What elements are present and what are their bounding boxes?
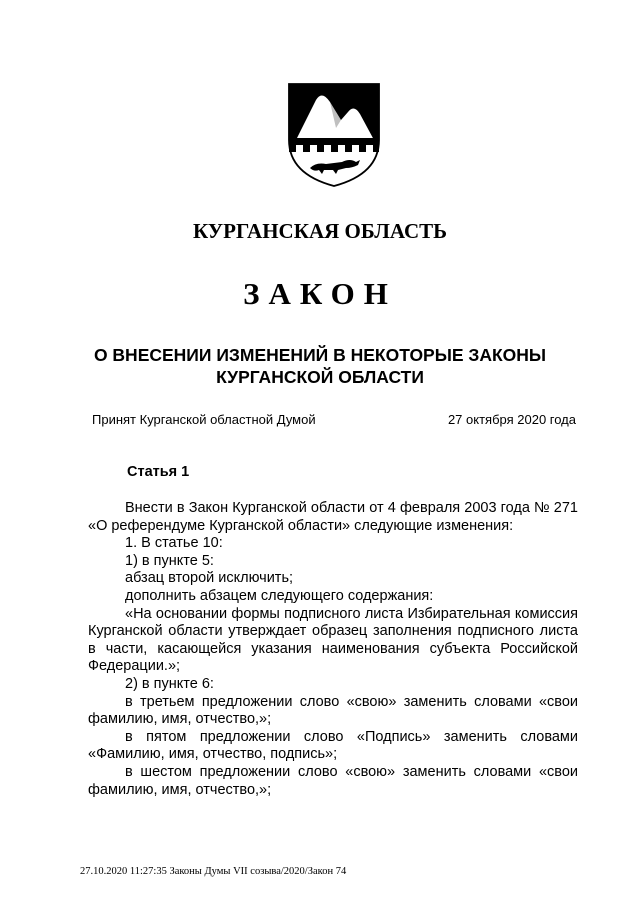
paragraph: 2) в пункте 6: [125, 675, 214, 692]
subtitle-line: КУРГАНСКОЙ ОБЛАСТИ [216, 367, 424, 387]
paragraph: дополнить абзацем следующего содержания: [125, 587, 434, 604]
adoption-info [92, 412, 576, 427]
paragraph: в третьем предложении слово «свою» заменить словами «свои фамилию, имя, отчество,»; [88, 693, 578, 728]
paragraph: «На основании формы подписного листа Избирательная комиссия Курганской области утверждает образец заполнения подписного листа в части, касающейся указания наименования субъекта Российской Федерации.»; [88, 605, 578, 675]
paragraph: Внести в Закон Курганской области от 4 февраля 2003 года № 271 «О референдуме Курганской области» следующие изменения: [88, 500, 578, 534]
paragraph: в пятом предложении слово «Подпись» заменить словами «Фамилию, имя, отчество, подпись»; [88, 728, 578, 763]
coat-of-arms-icon [286, 82, 382, 188]
subtitle-line: О ВНЕСЕНИИ ИЗМЕНЕНИЙ В НЕКОТОРЫЕ ЗАКОНЫ [93, 345, 547, 365]
adopted-by: Принят Курганской областной Думой [92, 412, 316, 427]
region-title: КУРГАНСКАЯ ОБЛАСТЬ [192, 219, 448, 243]
page-footer: 27.10.2020 11:27:35 Законы Думы VII созыва/2020/Закон 74 [80, 866, 347, 877]
law-subtitle [0, 344, 640, 388]
paragraph: 1) в пункте 5: [125, 552, 214, 569]
article-body [88, 500, 578, 799]
paragraph: абзац второй исключить; [125, 570, 294, 587]
article-heading: Статья 1 [127, 464, 190, 480]
paragraph: 1. В статье 10: [125, 535, 223, 552]
law-title: ЗАКОН [243, 276, 397, 311]
paragraph: в шестом предложении слово «свою» заменить словами «свои фамилию, имя, отчество,»; [88, 763, 578, 798]
adopted-date: 27 октября 2020 года [447, 412, 576, 427]
